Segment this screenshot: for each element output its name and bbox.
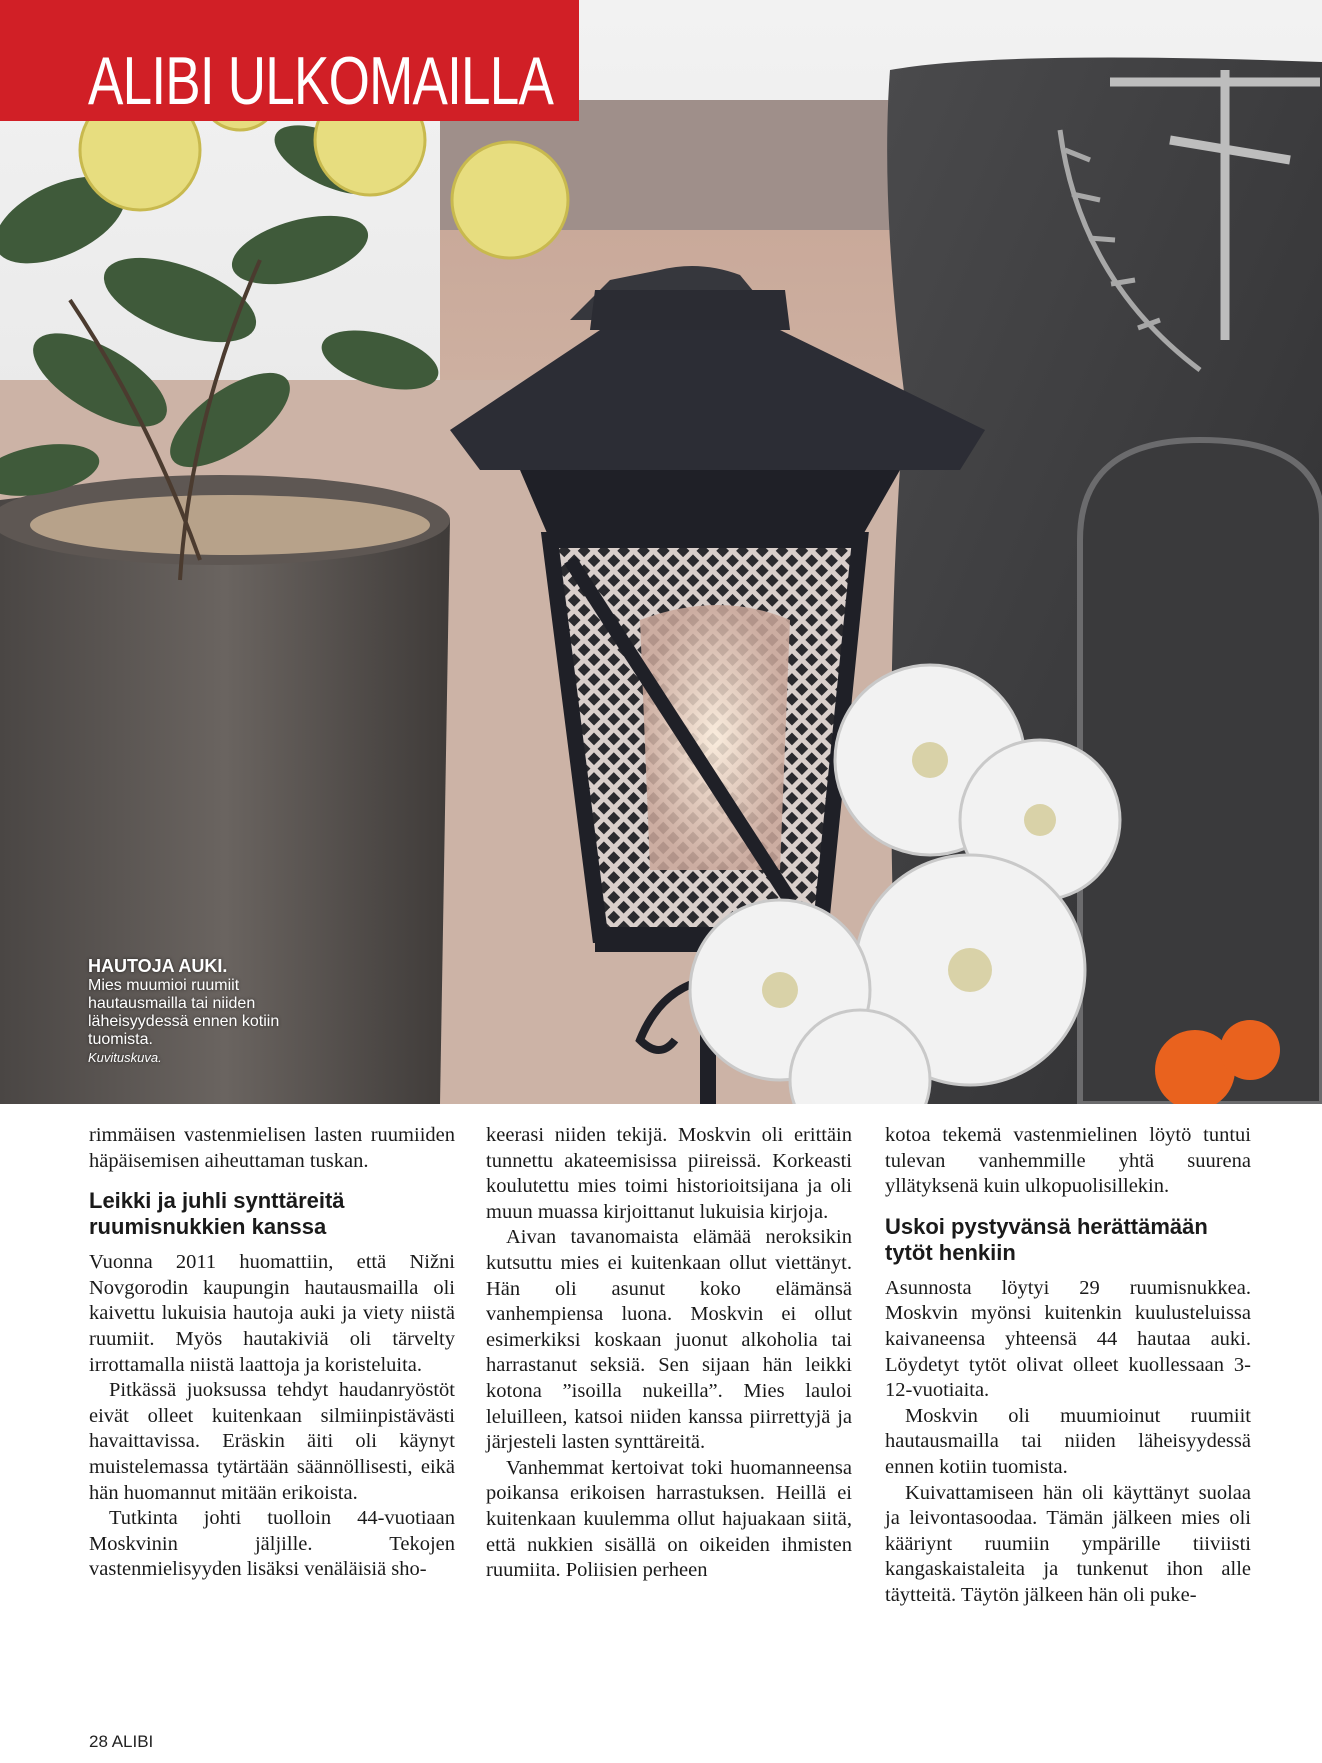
paragraph: Moskvin oli muumioinut ruumiit hautausmailla tai niiden läheisyydessä ennen kotiin tuomista. [885, 1404, 1251, 1478]
article-column-3 [885, 1123, 1251, 1609]
paragraph: Aivan tavanomaista elämää neroksikin kutsuttu mies ei kuitenkaan ollut viettänyt. Hän oli asunut koko elämänsä vanhempiensa luona. Moskvin ei ollut esimerkiksi koskaan juonut alkoholia tai harrastanut seksiä. Sen sijaan hän leikki kotona ”isoilla nukeilla”. Mies lauloi leluilleen, katsoi niiden kanssa piirrettyjä ja järjesteli lasten synttäreitä. [486, 1226, 852, 1454]
caption-credit: Kuvituskuva. [88, 1050, 162, 1065]
article-column-2 [486, 1123, 852, 1584]
paragraph: Tutkinta johti tuolloin 44-vuotiaan Moskvinin jäljille. Tekojen vastenmielisyyden lisäksi venäläisiä sho- [89, 1507, 455, 1581]
paragraph: Pitkässä juoksussa tehdyt haudanryöstöt eivät olleet kuitenkaan silmiinpistävästi havaittavissa. Eräskin äiti oli käynyt muistelemassa tytärtään säännöllisesti, eikä hän huomannut mitään erikoista. [89, 1379, 455, 1504]
article-column-1 [89, 1123, 455, 1583]
section-tab [0, 0, 579, 121]
section-title: ALIBI ULKOMAILLA [88, 43, 554, 119]
paragraph: rimmäisen vastenmielisen lasten ruumiiden häpäisemisen aiheuttaman tuskan. [89, 1124, 455, 1172]
paragraph: Asunnosta löytyi 29 ruumisnukkea. Moskvin myönsi kuitenkin kuulusteluissa kaivaneensa yhteensä 44 hautaa auki. Löydetyt tytöt olivat olleet kuollessaan 3-12-vuotiaita. [885, 1276, 1251, 1402]
gravestone-arch [1080, 440, 1322, 1104]
subheading: Uskoi pystyvänsä herättämään tytöt henkiin [885, 1213, 1208, 1265]
photo-caption [88, 956, 328, 1066]
paragraph: kotoa tekemä vastenmielinen löytö tuntui tulevan vanhemmille yhtä suurena yllätyksenä kuin ulkopuolisillekin. [885, 1124, 1251, 1198]
subheading: Leikki ja juhli synttäreitä ruumisnukkien kanssa [89, 1188, 345, 1240]
paragraph: Vuonna 2011 huomattiin, että Nižni Novgorodin kaupungin hautausmailla oli kaivettu lukuisia hautoja auki ja viety niistä ruumiit. Myös hautakiviä oli tärvelty irrottamalla niistä laattoja ja koristeluita. [89, 1251, 455, 1376]
caption-title: HAUTOJA AUKI. [88, 956, 228, 976]
paragraph: keerasi niiden tekijä. Moskvin oli erittäin tunnettu akateemisissa piireissä. Korkeasti koulutettu mies toimi historioitsijana ja oli muun muassa kirjoittanut lukuisia kirjoja. [486, 1124, 852, 1223]
paragraph: Kuivattamiseen hän oli käyttänyt suolaa ja leivontasoodaa. Tämän jälkeen mies oli kääriynt ruumiin ympärille tiiviisti kangaskaistaleita ja tunkenut ihon alle täytteitä. Täytön jälkeen hän oli puke- [885, 1481, 1251, 1606]
caption-text: Mies muumioi ruumiit hautausmailla tai niiden läheisyydessä ennen kotiin tuomista. [88, 977, 280, 1048]
page-folio: 28 ALIBI [89, 1732, 154, 1751]
paragraph: Vanhemmat kertoivat toki huomanneensa poikansa erikoisen harrastuksen. Heillä ei kuitenkaan kuulemma ollut hajuakaan siitä, että nukkien sisällä on oikeiden ihmisten ruumiita. Poliisien perheen [486, 1456, 852, 1582]
